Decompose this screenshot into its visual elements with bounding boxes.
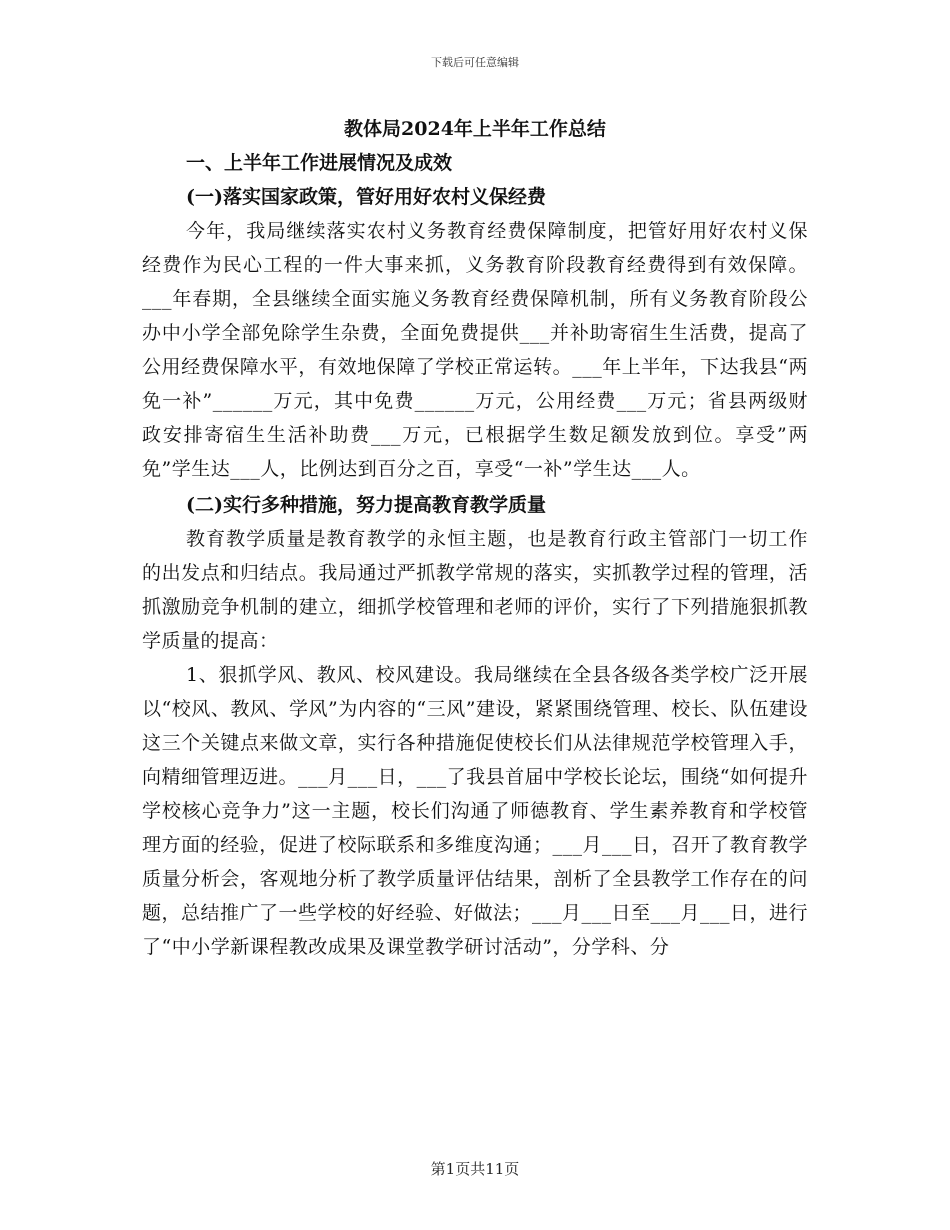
subsection-heading-2: (二)实行多种措施，努力提高教育教学质量 — [186, 494, 546, 516]
subsection-heading-1: (一)落实国家政策，管好用好农村义保经费 — [186, 186, 546, 208]
paragraph-funding: 今年，我局继续落实农村义务教育经费保障制度，把管好用好农村义保经费作为民心工程的一件大事来抓，义务教育阶段教育经费得到有效保障。___年春期，全县继续全面实施义务教育经费保障机制，所有义务教育阶段公办中小学全部免除学生杂费，全面免费提供___并补助寄宿生生活费，提高了公用经费保障水平，有效地保障了学校正常运转。___年上半年，下达我县“两免一补”______万元，其中免费______万元，公用经费___万元；省县两级财政安排寄宿生生活补助费___万元，已根据学生数足额发放到位。享受”两免”学生达___人，比例达到百分之百，享受“一补”学生达___人。 — [142, 220, 808, 480]
paragraph-school-spirit: 1、狠抓学风、教风、校风建设。我局继续在全县各级各类学校广泛开展以“校风、教风、学风”为内容的“三风”建设，紧紧围绕管理、校长、队伍建设这三个关键点来做文章，实行各种措施促使校长们从法律规范学校管理入手，向精细管理迈进。___月___日，___了我县首届中学校长论坛，围绕“如何提升学校核心竞争力”这一主题，校长们沟通了师德教育、学生素养教育和学校管理方面的经验，促进了校际联系和多维度沟通；___月___日，召开了教育教学质量分析会，客观地分析了教学质量评估结果，剖析了全县教学工作存在的问题，总结推广了一些学校的好经验、好做法；___月___日至___月___日，进行了“中小学新课程教改成果及课堂教学研讨活动”，分学科、分 — [142, 664, 809, 958]
download-note: 下载后可任意编辑 — [431, 56, 519, 69]
paragraph-quality: 教育教学质量是教育教学的永恒主题，也是教育行政主管部门一切工作的出发点和归结点。我局通过严抓教学常规的落实，实抓教学过程的管理，活抓激励竞争机制的建立，细抓学校管理和老师的评价，实行了下列措施狠抓教学质量的提高： — [142, 528, 808, 652]
document-title: 教体局2024年上半年工作总结 — [344, 118, 606, 140]
document-body — [142, 112, 808, 964]
page-number: 第1页共11页 — [430, 1160, 520, 1178]
section-heading-1: 一、上半年工作进展情况及成效 — [186, 152, 453, 174]
